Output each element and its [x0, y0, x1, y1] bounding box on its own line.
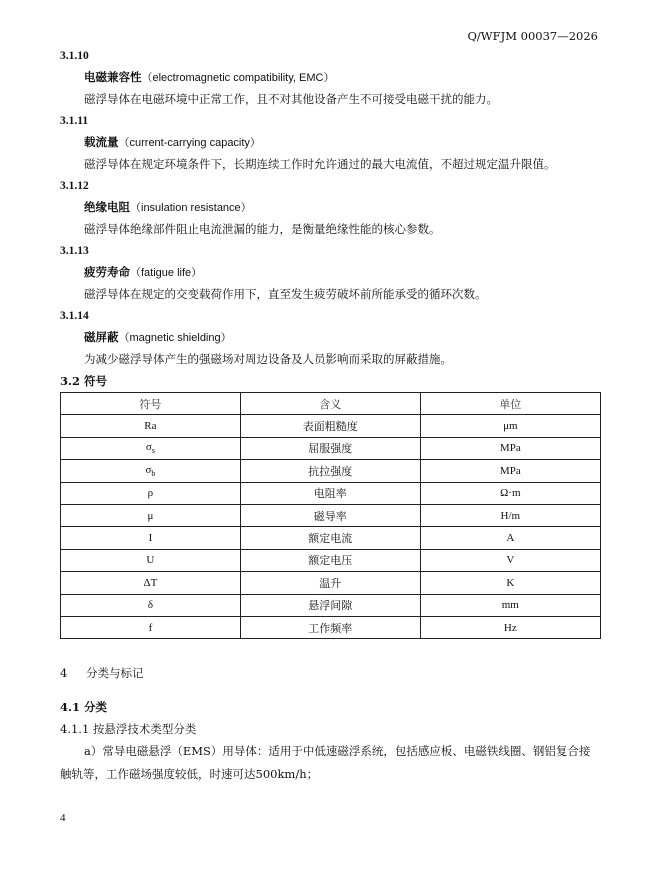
symbol-cell: Ra — [61, 415, 241, 437]
meaning-cell: 额定电压 — [240, 549, 420, 571]
unit-cell: MPa — [420, 460, 600, 482]
term-entry — [60, 306, 600, 371]
table-header-row — [61, 393, 601, 415]
term-title — [60, 261, 600, 283]
symbol-cell — [61, 460, 241, 482]
symbol-cell — [61, 437, 241, 459]
symbol-cell: δ — [61, 594, 241, 616]
term-definition: 为减少磁浮导体产生的强磁场对周边设备及人员影响而采取的屏蔽措施。 — [84, 352, 452, 366]
term-entry — [60, 46, 600, 111]
symbol-cell: I — [61, 527, 241, 549]
paragraph — [60, 740, 600, 786]
paragraph-line: 触轨等，工作磁场强度较低，时速可达500km/h； — [60, 767, 319, 782]
term-title — [60, 196, 600, 218]
term-entry — [60, 176, 600, 241]
table-row — [61, 482, 601, 504]
meaning-cell: 悬浮间隙 — [240, 594, 420, 616]
paragraph-line: a）常导电磁悬浮（EMS）用导体：适用于中低速磁浮系统，包括感应板、电磁铁线圈、钢铝复合接 — [84, 744, 591, 759]
symbol-cell: U — [61, 549, 241, 571]
term-chinese-name: 载流量 — [84, 135, 119, 149]
term-number: 3.1.14 — [60, 310, 89, 322]
unit-cell: Ω·m — [420, 482, 600, 504]
term-chinese-name: 电磁兼容性 — [84, 70, 142, 84]
meaning-cell: 表面粗糙度 — [240, 415, 420, 437]
page-number: 4 — [60, 812, 66, 824]
chapter-heading — [60, 662, 600, 684]
table-row — [61, 460, 601, 482]
term-title — [60, 131, 600, 153]
unit-cell: μm — [420, 415, 600, 437]
chapter-number: 4 — [60, 666, 68, 681]
term-number: 3.1.10 — [60, 50, 89, 62]
column-header-unit: 单位 — [420, 393, 600, 415]
term-number: 3.1.13 — [60, 245, 89, 257]
term-definition: 磁浮导体在规定的交变载荷作用下，直至发生疲劳破坏前所能承受的循环次数。 — [84, 287, 487, 301]
term-chinese-name: 疲劳寿命 — [84, 265, 130, 279]
symbol-subscript: s — [151, 446, 155, 456]
meaning-cell: 屈服强度 — [240, 437, 420, 459]
term-definition: 磁浮导体绝缘部件阻止电流泄漏的能力，是衡量绝缘性能的核心参数。 — [84, 222, 441, 236]
term-entry — [60, 241, 600, 306]
meaning-cell: 电阻率 — [240, 482, 420, 504]
term-definition: 磁浮导体在电磁环境中正常工作，且不对其他设备产生不可接受电磁干扰的能力。 — [84, 92, 498, 106]
meaning-cell: 额定电流 — [240, 527, 420, 549]
table-row — [61, 616, 601, 638]
symbols-table — [60, 392, 601, 639]
table-row — [61, 527, 601, 549]
term-english-name: （insulation resistance） — [130, 202, 252, 214]
term-chinese-name: 磁屏蔽 — [84, 330, 119, 344]
meaning-cell: 温升 — [240, 572, 420, 594]
symbol-subscript: b — [151, 468, 156, 478]
term-english-name: （fatigue life） — [130, 267, 203, 279]
unit-cell: A — [420, 527, 600, 549]
table-row — [61, 415, 601, 437]
term-english-name: （current-carrying capacity） — [118, 137, 261, 149]
unit-cell: H/m — [420, 504, 600, 526]
symbol-cell: ΔT — [61, 572, 241, 594]
unit-cell: Hz — [420, 616, 600, 638]
term-definition: 磁浮导体在规定环境条件下，长期连续工作时允许通过的最大电流值，不超过规定温升限值。 — [84, 157, 556, 171]
symbol-cell: f — [61, 616, 241, 638]
term-english-name: （electromagnetic compatibility, EMC） — [141, 72, 335, 84]
unit-cell: MPa — [420, 437, 600, 459]
chapter-title: 分类与标记 — [86, 666, 144, 681]
symbol-cell: ρ — [61, 482, 241, 504]
term-title — [60, 66, 600, 88]
page-content — [60, 46, 600, 786]
meaning-cell: 工作频率 — [240, 616, 420, 638]
symbol-base: σ — [145, 441, 152, 454]
section-heading: 4.1 分类 — [60, 700, 108, 715]
term-title — [60, 326, 600, 348]
table-row — [61, 504, 601, 526]
table-row — [61, 594, 601, 616]
term-number: 3.1.11 — [60, 115, 89, 127]
term-chinese-name: 绝缘电阻 — [84, 200, 130, 214]
subsection-heading: 4.1.1 按悬浮技术类型分类 — [60, 722, 197, 737]
meaning-cell: 抗拉强度 — [240, 460, 420, 482]
symbols-heading: 3.2 符号 — [60, 374, 108, 388]
unit-cell: K — [420, 572, 600, 594]
column-header-meaning: 含义 — [240, 393, 420, 415]
unit-cell: mm — [420, 594, 600, 616]
symbol-cell: μ — [61, 504, 241, 526]
meaning-cell: 磁导率 — [240, 504, 420, 526]
term-english-name: （magnetic shielding） — [118, 332, 232, 344]
term-number: 3.1.12 — [60, 180, 89, 192]
unit-cell: V — [420, 549, 600, 571]
table-row — [61, 437, 601, 459]
symbol-base: σ — [145, 463, 152, 476]
table-row — [61, 549, 601, 571]
term-entry — [60, 111, 600, 176]
column-header-symbol: 符号 — [61, 393, 241, 415]
table-row — [61, 572, 601, 594]
document-code: Q/WFJM 00037—2026 — [467, 29, 598, 43]
